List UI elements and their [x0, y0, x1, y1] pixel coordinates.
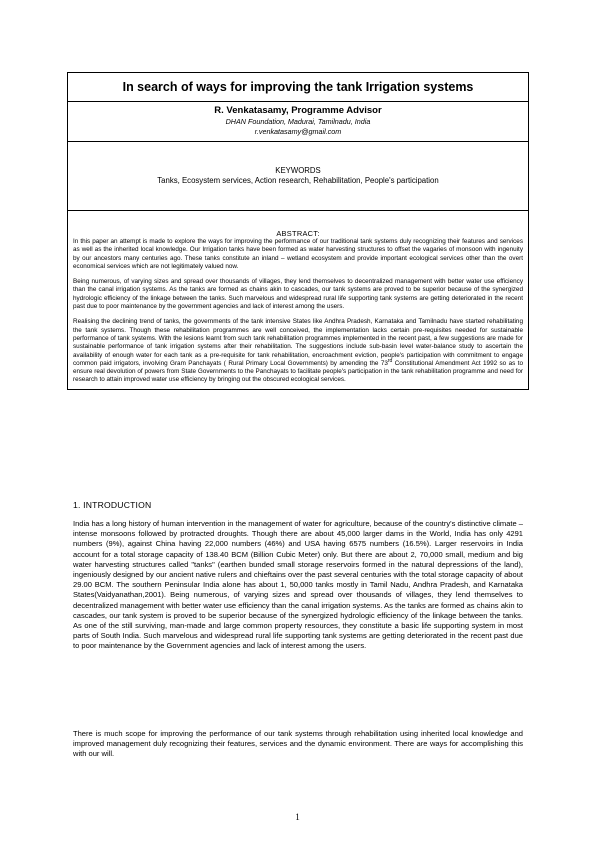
front-matter-box	[67, 72, 529, 390]
abstract-paragraph-3-part-1: Realising the declining trend of tanks, the governments of the tank intensive States like Andhra Pradesh, Karnataka and Tamilnadu have started rehabilitating the tank systems. Though these rehabilitation programmes are well conceived, the implementation lacks certain pre-requisites needed for sustainable performance of tank systems. With the lesions learnt from such tank rehabilitation programmes implemented in the recent past, a few suggestions are made for sustainable performance of tank irrigation systems after their rehabilitation. The suggestions include sub-basin level water-balance study to ascertain the availability of enough water for each tank as a pre-requisite for tank rehabilitation, encroachment eviction, people's participation with commitment to engage common paid irrigators, involving Gram Panchayats ( Rural Primary Local Governments) by amending the 73	[73, 318, 523, 367]
keywords-heading: KEYWORDS	[275, 166, 321, 175]
abstract-paragraph-3	[73, 318, 523, 384]
keywords-list: Tanks, Ecosystem services, Action research, Rehabilitation, People's participation	[157, 176, 439, 185]
abstract-paragraph-3-part-2: Constitutional Amendment Act 1992 so as to ensure real devolution of powers from State Governments to the Panchayats to facilitate people's participation in the tank rehabilitation programme and need for research to attain improved water use efficiency by bringing out the obscured ecological services.	[73, 359, 523, 384]
abstract-paragraph-2: Being numerous, of varying sizes and spread over thousands of villages, they lend themselves to decentralized management with better water use efficiency than the canal irrigation systems. As the tanks are formed as chains akin to cascades, our tank systems are proved to be superior because of the synergized hydrologic efficiency of the linkage between the tanks. Such marvelous and widespread rural life supporting tank systems are getting deteriorated in the recent past due to poor maintenance by the government agencies and lack of interest among the users.	[73, 278, 523, 311]
page-number: 1	[295, 812, 300, 822]
abstract-block	[68, 229, 528, 389]
abstract-paragraph-1: In this paper an attempt is made to explore the ways for improving the performance of our traditional tank systems duly recognizing their features and services as well as the inherited local knowledge. Our Irrigation tanks have been formed as water harvesting structures to offset the vagaries of monsoon with ingenuity by our ancestors many centuries ago. These tanks constitute an inland – wetland ecosystem and provide important ecological services other than the overt economical services which are not legitimately valued now.	[73, 238, 523, 270]
abstract-heading: ABSTRACT:	[276, 229, 320, 238]
author-name: R. Venkatasamy, Programme Advisor	[214, 105, 382, 116]
author-affiliation: DHAN Foundation, Madurai, Tamilnadu, India	[225, 117, 371, 126]
author-email: r.venkatasamy@gmail.com	[254, 126, 342, 136]
title-row	[68, 73, 528, 102]
paper-title: In search of ways for improving the tank Irrigation systems	[122, 80, 474, 94]
keywords-block	[68, 166, 528, 211]
intro-paragraph-2: There is much scope for improving the performance of our tank systems through rehabilitation using inherited local knowledge and improved management duly recognizing their features, services and the dynamic environment. There are ways for accomplishing this with our will.	[73, 729, 523, 759]
author-block	[68, 102, 528, 142]
section-heading-introduction: 1. INTRODUCTION	[73, 500, 152, 510]
ordinal-suffix: rd	[387, 357, 393, 364]
intro-paragraph-1: India has a long history of human intervention in the management of water for agriculture, because of the country's distinctive climate – intense monsoons followed by protracted droughts. Though there are about 45,000 larger dams in the World, India has only 4291 numbers (9%), against China having 22,000 numbers (46%) and USA having 6575 numbers (16.5%). Larger reservoirs in India account for a total storage capacity of 138.40 BCM (Billion Cubic Meter) only. But there are about 2, 70,000 small, medium and big water harvesting structures called "tanks" (earthen bunded small storage reservoirs formed in the natural depressions of the land), ingeniously designed by our ancient native rulers and chieftains over the past several centuries with the total storage capacity of about 29.00 BCM. The southern Peninsular India alone has about 1, 50,000 tanks mostly in Tamil Nadu, Andhra Pradesh, and Karnataka States(Vaidyanathan,2001). Being numerous, of varying sizes and spread over thousands of villages, they lend themselves to decentralized management with better water use efficiency than the canal irrigation systems. As the tanks are formed as chains akin to cascades, our tank system is proved to be superior because of the synergized hydrologic efficiency of the linkage between the tanks. As one of the still surviving, man-made and large common property resources, they constitute a basic life supporting system in most parts of South India. Such marvelous and widespread rural life supporting tank systems are getting deteriorated in the recent past due to poor maintenance by the Government agencies and lack of interest among the users.	[73, 519, 523, 651]
